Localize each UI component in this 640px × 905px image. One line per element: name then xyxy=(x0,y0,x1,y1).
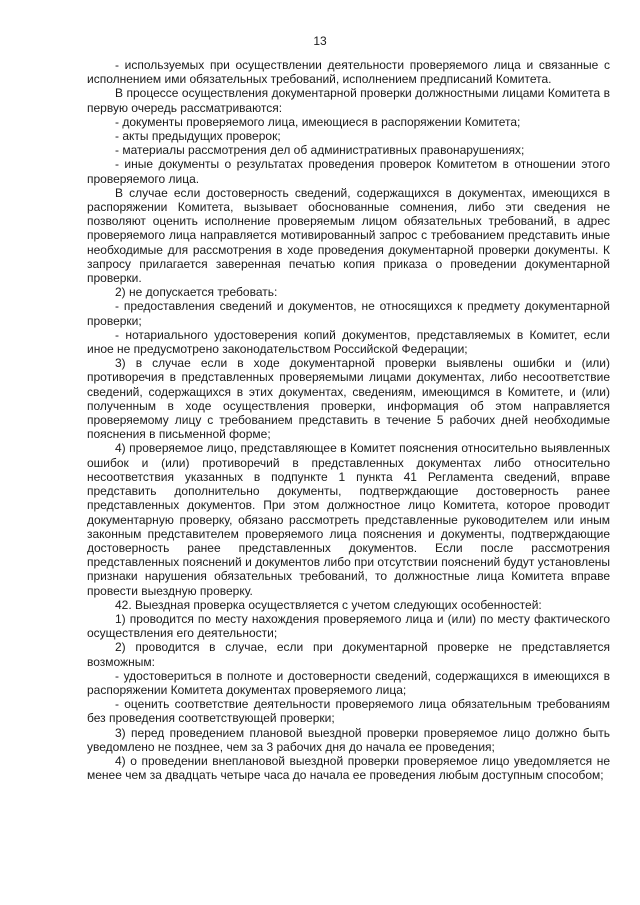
paragraph: - акты предыдущих проверок; xyxy=(115,129,281,144)
paragraph: В процессе осуществления документарной проверки должностными лицами Комитета в первую очередь рассматриваются: xyxy=(87,86,610,115)
paragraph: 2) проводится в случае, если при документарной проверке не представляется возможным: xyxy=(87,640,610,669)
document-body xyxy=(87,58,610,782)
paragraph: 3) в случае если в ходе документарной проверки выявлены ошибки и (или) противоречия в представленных проверяемыми лицами документах, либо несоответствие сведений, содержащихся в этих документах, сведениям, имеющимся в Комитете, и (или) полученным в ходе осуществления проверки, информация об этом направляется проверяемому лицу с требованием представить в течение 5 рабочих дней необходимые пояснения в письменной форме; xyxy=(87,356,610,442)
page-number: 13 xyxy=(313,34,327,48)
paragraph: 3) перед проведением плановой выездной проверки проверяемое лицо должно быть уведомлено не позднее, чем за 3 рабочих дня до начала ее проведения; xyxy=(87,725,610,754)
paragraph: - удостовериться в полноте и достоверности сведений, содержащихся в имеющихся в распоряжении Комитета документах проверяемого лица; xyxy=(87,668,610,697)
paragraph: - иные документы о результатах проведения проверок Комитетом в отношении этого проверяемого лица. xyxy=(87,157,610,186)
paragraph: 1) проводится по месту нахождения проверяемого лица и (или) по месту фактического осуществления его деятельности; xyxy=(87,611,610,641)
paragraph: - оценить соответствие деятельности проверяемого лица обязательным требованиям без проведения соответствующей проверки; xyxy=(87,697,610,726)
paragraph: - документы проверяемого лица, имеющиеся в распоряжении Комитета; xyxy=(115,114,521,129)
paragraph: 4) проверяемое лицо, представляющее в Комитет пояснения относительно выявленных ошибок и (или) противоречий в представленных документах либо относительно несоответствия указанных в подпункте 1 пункта 41 Регламента сведений, вправе представить дополнительно документы, подтверждающие достоверность ранее представленных документов. При этом должностное лицо Комитета, которое проводит документарную проверку, обязано рассмотреть представленные руководителем или иным законным представителем проверяемого лица пояснения и документы, подтверждающие достоверность ранее представленных документов. Если после рассмотрения представленных пояснений и документов либо при отсутствии пояснений будут установлены признаки нарушения обязательных требований, то должностные лица Комитета вправе провести выездную проверку. xyxy=(87,441,610,598)
paragraph: В случае если достоверность сведений, содержащихся в документах, имеющихся в распоряжении Комитета, вызывает обоснованные сомнения, либо эти сведения не позволяют оценить исполнение проверяемым лицом обязательных требований, в адрес проверяемого лица направляется мотивированный запрос с требованием представить иные необходимые для рассмотрения в ходе проведения документарной проверки документы. К запросу прилагается заверенная печатью копия приказа о проведении документарной проверки. xyxy=(87,185,610,286)
paragraph: 2) не допускается требовать: xyxy=(115,285,278,300)
paragraph: - нотариального удостоверения копий документов, представляемых в Комитет, если иное не предусмотрено законодательством Российской Федерации; xyxy=(87,327,610,357)
paragraph: - используемых при осуществлении деятельности проверяемого лица и связанные с исполнением ими обязательных требований, исполнением предписаний Комитета. xyxy=(87,58,610,87)
paragraph: 42. Выездная проверка осуществляется с учетом следующих особенностей: xyxy=(115,597,542,612)
paragraph: 4) о проведении внеплановой выездной проверки проверяемое лицо уведомляется не менее чем за двадцать четыре часа до начала ее проведения любым доступным способом; xyxy=(87,753,610,783)
paragraph: - материалы рассмотрения дел об административных правонарушениях; xyxy=(115,143,525,158)
paragraph: - предоставления сведений и документов, не относящихся к предмету документарной проверки; xyxy=(87,299,610,328)
